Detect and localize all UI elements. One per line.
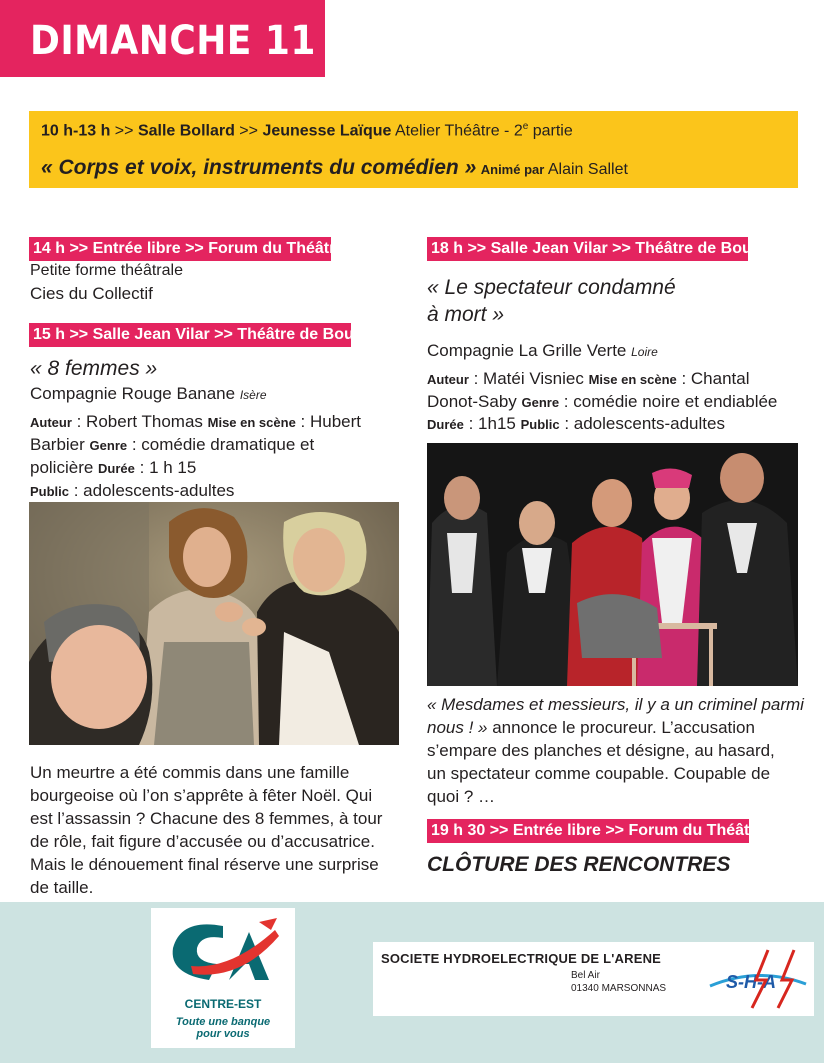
event-15h-desc-2: bourgeoise où l’on s’apprête à fêter Noël. Qui <box>30 786 373 805</box>
event-18h-title-2: à mort » <box>427 303 505 326</box>
morning-event-info: 10 h-13 h >> Salle Bollard >> Jeunesse Laïque Atelier Théâtre - 2e partie <box>41 121 573 140</box>
sha-logo-icon <box>708 946 808 1012</box>
event-15h-desc-4: de rôle, fait figure d’accusée ou d’accusatrice. <box>30 832 375 851</box>
event-18h-desc-2: nous ! » annonce le procureur. L’accusation <box>427 718 755 737</box>
event-15h-credits-1: Auteur : Robert Thomas Mise en scène : Hubert <box>30 412 361 431</box>
day-header <box>0 0 325 77</box>
event-18h-credits-2: Donot-Saby Genre : comédie noire et endiablée <box>427 392 778 411</box>
event-15h-desc-3: est l’assassin ? Chacune des 8 femmes, à tour <box>30 809 383 828</box>
sha-address: Bel Air 01340 MARSONNAS <box>571 970 667 994</box>
event-15h-credits-4: Public : adolescents-adultes <box>30 481 235 500</box>
sha-logo-text: S-H-A <box>726 972 776 992</box>
credit-agricole-icon <box>151 908 295 998</box>
morning-event-title: « Corps et voix, instruments du comédien » Animé par Alain Sallet <box>41 156 628 179</box>
credit-agricole-logo <box>151 908 295 1048</box>
ca-name: CENTRE-EST <box>184 997 262 1011</box>
event-18h-company: Compagnie La Grille Verte Loire <box>427 341 658 360</box>
event-15h-company: Compagnie Rouge Banane Isère <box>30 384 267 403</box>
ca-tagline: Toute une banque pour vous <box>175 1016 271 1040</box>
event-15h-desc-6: de taille. <box>30 878 94 897</box>
event-15h-title: « 8 femmes » <box>30 357 158 380</box>
event-18h-credits-1: Auteur : Matéi Visniec Mise en scène : Chantal <box>427 369 750 388</box>
event-15h-desc-1: Un meurtre a été commis dans une famille <box>30 763 350 782</box>
day-title: DIMANCHE 11 <box>30 18 316 64</box>
event-18h-tag: 18 h >> Salle Jean Vilar >> Théâtre de Bourg <box>427 237 748 261</box>
morning-event-box <box>29 111 798 188</box>
event-19h30-tag: 19 h 30 >> Entrée libre >> Forum du Théâtre <box>427 819 749 843</box>
photo-spectateur-condamne <box>427 443 798 686</box>
event-19h30-title: CLÔTURE DES RENCONTRES <box>427 853 731 876</box>
photo-8-femmes <box>29 502 399 745</box>
event-14h-line1: Petite forme théâtrale <box>30 262 183 279</box>
event-18h-desc-3: s’empare des planches et désigne, au hasard, <box>427 741 775 760</box>
event-18h-desc-4: un spectateur comme coupable. Coupable de <box>427 764 771 783</box>
event-15h-desc-5: Mais le dénouement final réserve une surprise <box>30 855 379 874</box>
event-15h-tag: 15 h >> Salle Jean Vilar >> Théâtre de Bourg <box>29 323 351 347</box>
event-18h-desc-5: quoi ? … <box>427 787 496 806</box>
event-18h-title-1: « Le spectateur condamné <box>427 276 676 299</box>
sha-name: SOCIETE HYDROELECTRIQUE DE L'ARENE <box>381 951 662 966</box>
event-15h-credits-3: policière Durée : 1 h 15 <box>30 458 197 477</box>
event-14h-line2: Cies du Collectif <box>30 284 153 303</box>
event-18h-desc-1: « Mesdames et messieurs, il y a un criminel parmi <box>427 695 804 714</box>
event-18h-credits-3: Durée : 1h15 Public : adolescents-adultes <box>427 414 725 433</box>
sha-sponsor-box <box>373 942 814 1016</box>
event-14h-tag: 14 h >> Entrée libre >> Forum du Théâtre <box>29 237 331 261</box>
event-15h-credits-2: Barbier Genre : comédie dramatique et <box>30 435 315 454</box>
